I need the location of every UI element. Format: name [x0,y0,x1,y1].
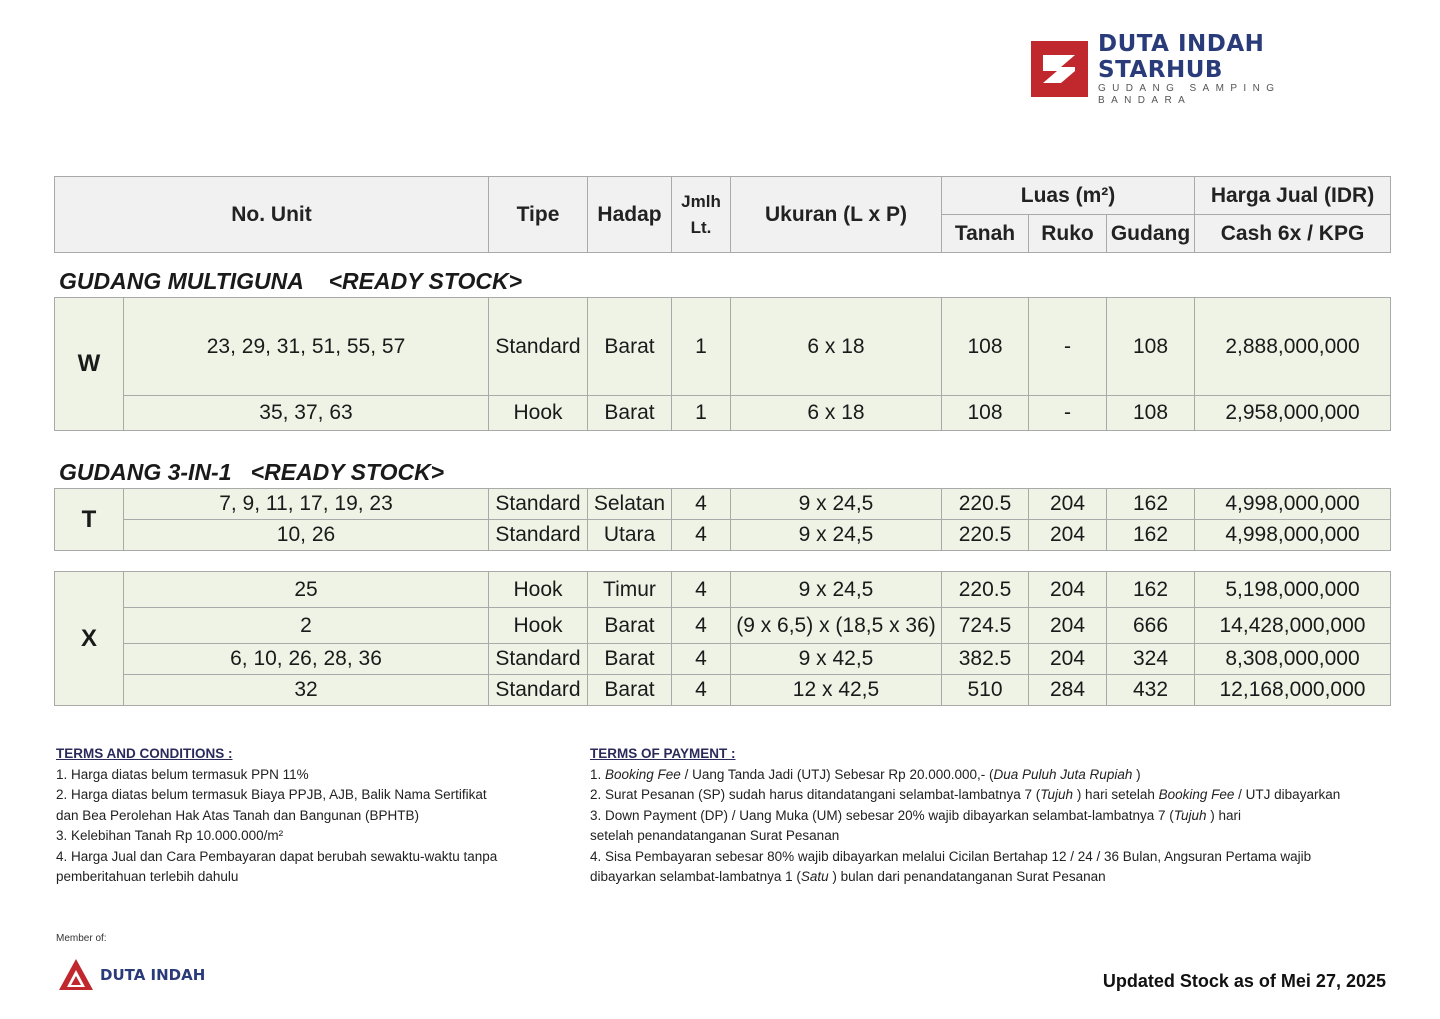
table-row [55,608,1391,644]
cell-hadap: Utara [588,520,672,551]
cell-tipe: Hook [489,608,588,644]
group-label: T [55,489,124,551]
cell-gudang: 108 [1107,298,1195,396]
payment-line: 2. Surat Pesanan (SP) sudah harus ditandatangani selambat-lambatnya 7 (Tujuh ) hari setelah Booking Fee / UTJ dibayarkan [590,787,1341,802]
section-title-3in1: GUDANG 3-IN-1 <READY STOCK> [59,459,445,485]
table-group-t [54,488,1391,551]
cell-ruko: 284 [1029,675,1107,706]
member-label: Member of: [56,933,107,944]
cell-tipe: Hook [489,572,588,608]
cell-units: 25 [124,572,489,608]
cell-tipe: Standard [489,489,588,520]
cell-hadap: Barat [588,396,672,431]
cell-ruko: - [1029,298,1107,396]
col-no-unit: No. Unit [55,177,489,253]
cell-ruko: 204 [1029,644,1107,675]
group-label: X [55,572,124,706]
cell-hadap: Barat [588,675,672,706]
cell-harga: 12,168,000,000 [1195,675,1391,706]
table-row [55,396,1391,431]
cell-harga: 2,888,000,000 [1195,298,1391,396]
cell-units: 23, 29, 31, 51, 55, 57 [124,298,489,396]
cell-lt: 4 [672,572,731,608]
col-cash: Cash 6x / KPG [1195,215,1391,253]
cell-harga: 8,308,000,000 [1195,644,1391,675]
member-name: DUTA INDAH [100,965,206,984]
cell-tanah: 382.5 [942,644,1029,675]
col-harga: Harga Jual (IDR) [1195,177,1391,215]
table-row [55,675,1391,706]
cell-tanah: 220.5 [942,520,1029,551]
cell-tanah: 220.5 [942,489,1029,520]
cell-ukuran: 6 x 18 [731,396,942,431]
table-row [55,520,1391,551]
terms-line: 3. Kelebihan Tanah Rp 10.000.000/m² [56,828,284,843]
cell-ukuran: 9 x 42,5 [731,644,942,675]
group-label: W [55,298,124,431]
col-jumlah-lantai: Jmlh Lt. [672,177,731,253]
starhub-logo-icon [1031,41,1088,97]
cell-tipe: Hook [489,396,588,431]
cell-units: 35, 37, 63 [124,396,489,431]
member-logo [58,958,205,991]
cell-ruko: 204 [1029,520,1107,551]
col-tipe: Tipe [489,177,588,253]
cell-gudang: 162 [1107,489,1195,520]
cell-tanah: 510 [942,675,1029,706]
cell-tipe: Standard [489,298,588,396]
cell-tipe: Standard [489,520,588,551]
cell-lt: 4 [672,644,731,675]
cell-lt: 4 [672,608,731,644]
table-row [55,489,1391,520]
updated-stock-date: Updated Stock as of Mei 27, 2025 [1102,971,1386,991]
brand-name: DUTA INDAH STARHUB [1098,31,1265,83]
cell-hadap: Barat [588,608,672,644]
cell-ukuran: 6 x 18 [731,298,942,396]
cell-units: 6, 10, 26, 28, 36 [124,644,489,675]
payment-line: setelah penandatanganan Surat Pesanan [590,828,840,843]
cell-units: 2 [124,608,489,644]
cell-lt: 4 [672,489,731,520]
cell-gudang: 432 [1107,675,1195,706]
col-gudang: Gudang [1107,215,1195,253]
terms-line: dan Bea Perolehan Hak Atas Tanah dan Bangunan (BPHTB) [56,807,419,823]
cell-harga: 4,998,000,000 [1195,489,1391,520]
cell-gudang: 162 [1107,520,1195,551]
cell-ukuran: 9 x 24,5 [731,489,942,520]
terms-payment-title: TERMS OF PAYMENT : [590,746,736,761]
col-tanah: Tanah [942,215,1029,253]
cell-ruko: 204 [1029,489,1107,520]
payment-line: dibayarkan selambat-lambatnya 1 (Satu ) bulan dari penandatanganan Surat Pesanan [590,869,1106,884]
cell-tanah: 724.5 [942,608,1029,644]
cell-lt: 1 [672,298,731,396]
cell-hadap: Barat [588,298,672,396]
cell-ruko: 204 [1029,608,1107,644]
price-table-header [54,176,1391,253]
brand-logo [1031,31,1371,106]
cell-lt: 1 [672,396,731,431]
cell-ruko: 204 [1029,572,1107,608]
payment-line: 4. Sisa Pembayaran sebesar 80% wajib dibayarkan melalui Cicilan Bertahap 12 / 24 / 36 Bulan, Angsuran Pertama wajib [590,848,1312,864]
terms-payment [590,744,1340,888]
table-row [55,298,1391,396]
cell-ukuran: (9 x 6,5) x (18,5 x 36) [731,608,942,644]
cell-harga: 2,958,000,000 [1195,396,1391,431]
cell-harga: 14,428,000,000 [1195,608,1391,644]
terms-conditions [56,744,497,888]
brand-tagline: GUDANG SAMPING BANDARA [1098,83,1281,106]
cell-hadap: Timur [588,572,672,608]
cell-gudang: 108 [1107,396,1195,431]
terms-line: pemberitahuan terlebih dahulu [56,869,239,884]
col-ukuran: Ukuran (L x P) [731,177,942,253]
table-group-x [54,571,1391,706]
cell-tipe: Standard [489,675,588,706]
cell-lt: 4 [672,520,731,551]
terms-line: 4. Harga Jual dan Cara Pembayaran dapat berubah sewaktu-waktu tanpa [56,848,498,864]
cell-ukuran: 12 x 42,5 [731,675,942,706]
cell-tanah: 220.5 [942,572,1029,608]
section-title-multiguna: GUDANG MULTIGUNA <READY STOCK> [59,268,523,294]
cell-tanah: 108 [942,298,1029,396]
cell-units: 7, 9, 11, 17, 19, 23 [124,489,489,520]
cell-ruko: - [1029,396,1107,431]
cell-gudang: 666 [1107,608,1195,644]
table-row [55,644,1391,675]
cell-ukuran: 9 x 24,5 [731,520,942,551]
col-hadap: Hadap [588,177,672,253]
col-ruko: Ruko [1029,215,1107,253]
terms-line: 2. Harga diatas belum termasuk Biaya PPJB, AJB, Balik Nama Sertifikat [56,787,487,802]
cell-gudang: 324 [1107,644,1195,675]
cell-harga: 4,998,000,000 [1195,520,1391,551]
table-group-w [54,297,1391,431]
cell-hadap: Barat [588,644,672,675]
payment-line: 3. Down Payment (DP) / Uang Muka (UM) sebesar 20% wajib dibayarkan selambat-lambatnya 7 (Tujuh ) hari [590,807,1242,823]
cell-harga: 5,198,000,000 [1195,572,1391,608]
cell-gudang: 162 [1107,572,1195,608]
cell-tanah: 108 [942,396,1029,431]
table-row [55,572,1391,608]
cell-units: 32 [124,675,489,706]
duta-indah-logo-icon [58,958,94,991]
col-luas: Luas (m²) [942,177,1195,215]
payment-line: 1. Booking Fee / Uang Tanda Jadi (UTJ) Sebesar Rp 20.000.000,- (Dua Puluh Juta Rupiah ) [590,766,1141,782]
cell-tipe: Standard [489,644,588,675]
cell-hadap: Selatan [588,489,672,520]
terms-conditions-title: TERMS AND CONDITIONS : [56,746,233,761]
cell-units: 10, 26 [124,520,489,551]
cell-lt: 4 [672,675,731,706]
cell-ukuran: 9 x 24,5 [731,572,942,608]
terms-line: 1. Harga diatas belum termasuk PPN 11% [56,766,309,782]
